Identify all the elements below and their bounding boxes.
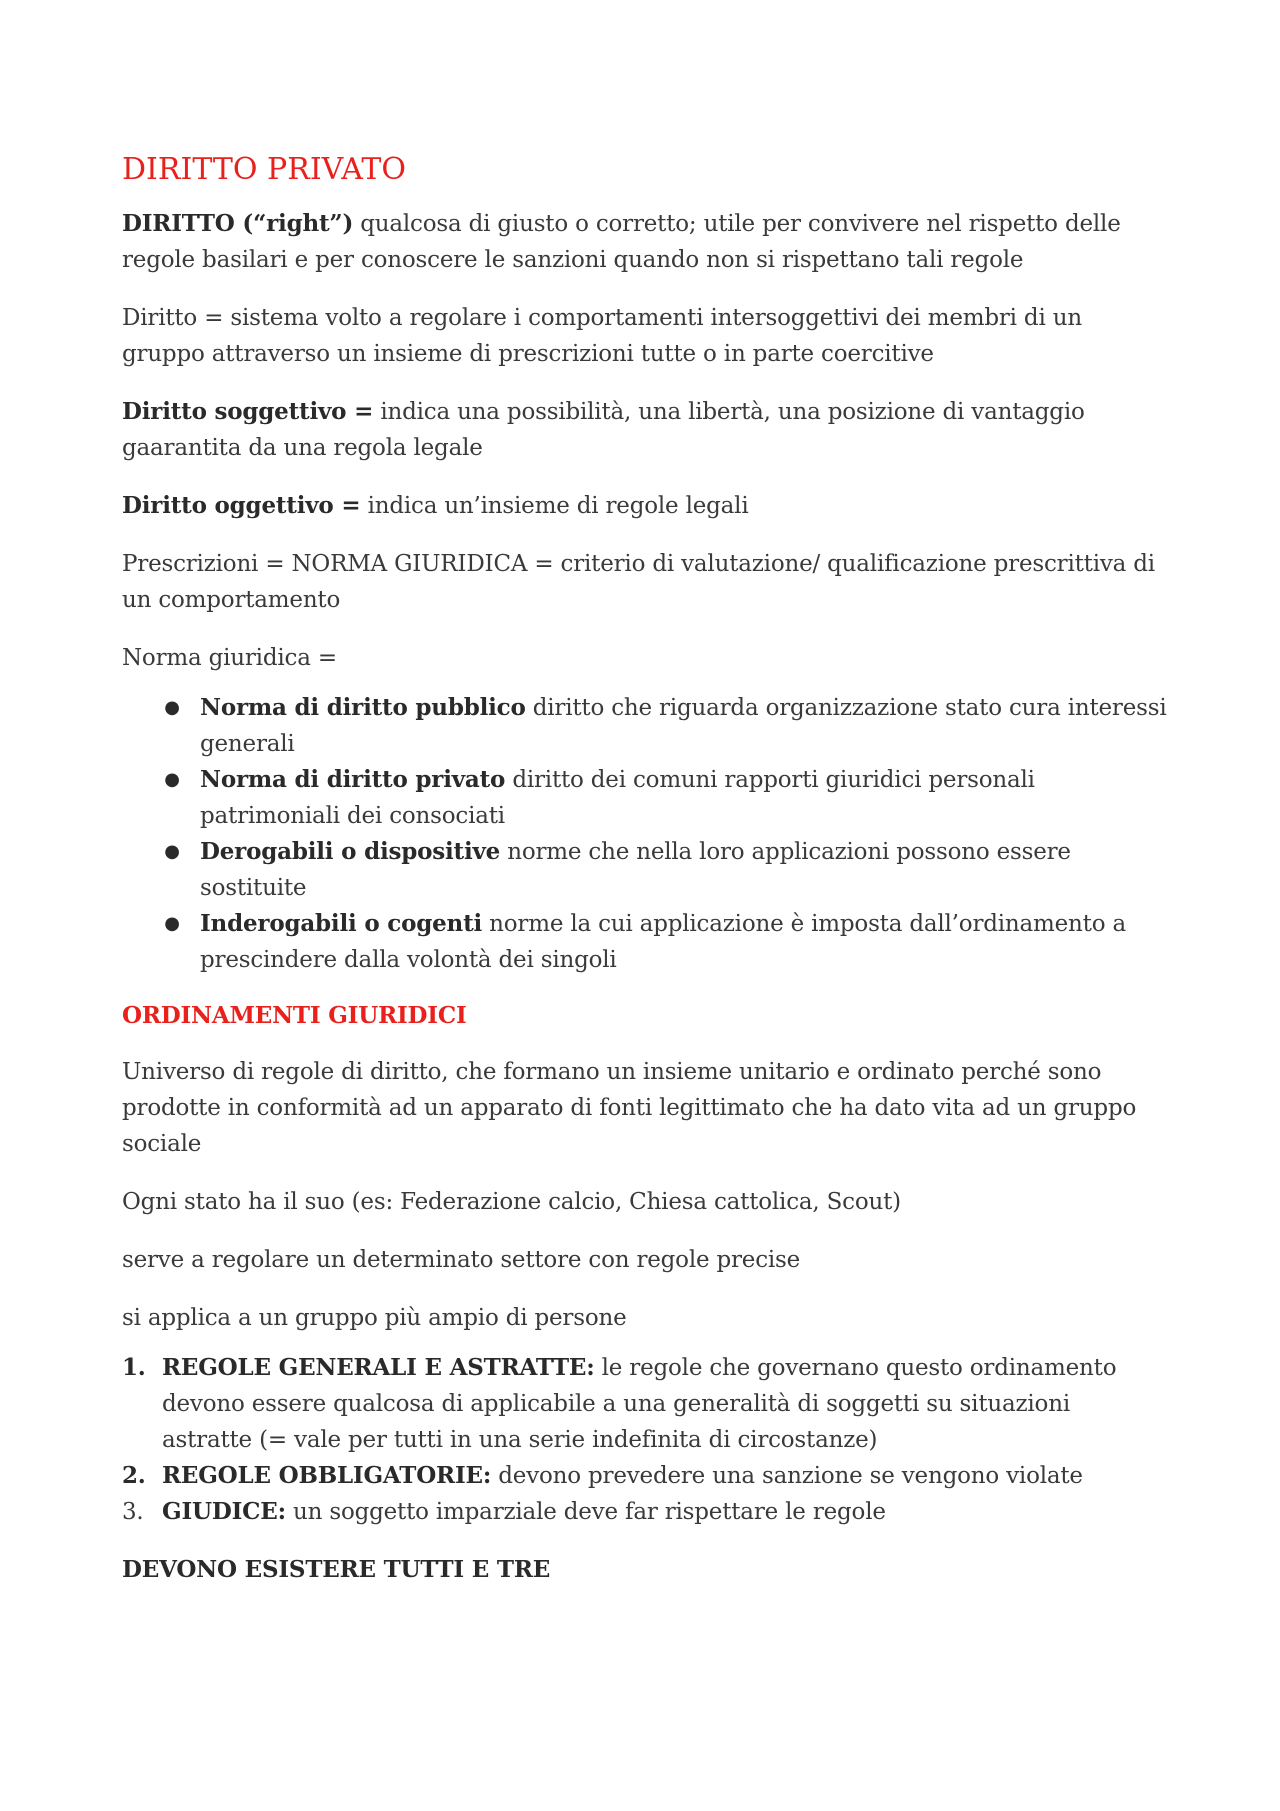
list-item <box>122 906 1167 978</box>
list-item <box>122 1458 1167 1494</box>
section-title: ORDINAMENTI GIURIDICI <box>122 1002 467 1029</box>
list-item-text: diritto che riguarda organizzazione stato cura interessi generali <box>200 695 1167 757</box>
page-title: DIRITTO PRIVATO <box>122 152 406 187</box>
definition-text: indica un’insieme di regole legali <box>360 493 749 519</box>
document-page <box>122 150 1167 1588</box>
list-number: 1. <box>122 1354 146 1381</box>
list-item-term: Norma di diritto privato <box>200 766 506 793</box>
list-item-term: GIUDICE: <box>162 1498 286 1525</box>
list-item-term: REGOLE OBBLIGATORIE: <box>162 1462 492 1489</box>
paragraph-prescrizioni: Prescrizioni = NORMA GIURIDICA = criterio di valutazione/ qualificazione prescrittiva di un comportamento <box>122 551 1155 613</box>
bullet-icon: ● <box>164 769 180 790</box>
list-item-term: Inderogabili o cogenti <box>200 910 483 937</box>
term-diritto: DIRITTO (“right”) <box>122 210 354 237</box>
bullet-icon: ● <box>164 697 180 718</box>
list-item <box>122 1350 1167 1458</box>
paragraph-diritto-system: Diritto = sistema volto a regolare i comportamenti intersoggettivi dei membri di un gruppo attraverso un insieme di prescrizioni tutte o in parte coercitive <box>122 305 1082 367</box>
paragraph-norma-giuridica: Norma giuridica = <box>122 645 337 671</box>
paragraph-si-applica: si applica a un gruppo più ampio di persone <box>122 1305 627 1331</box>
list-item-term: Derogabili o dispositive <box>200 838 501 865</box>
bullet-icon: ● <box>164 913 180 934</box>
list-item-text: le regole che governano questo ordinamento devono essere qualcosa di applicabile a una generalità di soggetti su situazioni astratte (= vale per tutti in una serie indefinita di circostanze) <box>162 1355 1117 1453</box>
list-item-text: norme la cui applicazione è imposta dall’ordinamento a prescindere dalla volontà dei singoli <box>200 911 1126 973</box>
definition-text: qualcosa di giusto o corretto; utile per convivere nel rispetto delle regole basilari e per conoscere le sanzioni quando non si rispettano tali regole <box>122 211 1121 273</box>
term-diritto-soggettivo: Diritto soggettivo = <box>122 398 374 425</box>
paragraph-ogni-stato: Ogni stato ha il suo (es: Federazione calcio, Chiesa cattolica, Scout) <box>122 1189 901 1215</box>
paragraph-diritto-oggettivo <box>122 488 1167 524</box>
requirements-list <box>122 1350 1167 1530</box>
list-item <box>122 762 1167 834</box>
list-number: 2. <box>122 1462 146 1489</box>
paragraph-serve: serve a regolare un determinato settore con regole precise <box>122 1247 801 1273</box>
list-item-text: un soggetto imparziale deve far rispettare le regole <box>285 1499 886 1525</box>
definition-text: indica una possibilità, una libertà, una posizione di vantaggio gaarantita da una regola legale <box>122 399 1085 461</box>
paragraph-diritto-definition <box>122 206 1167 278</box>
list-item-text: norme che nella loro applicazioni possono essere sostituite <box>200 839 1071 901</box>
list-item-text: diritto dei comuni rapporti giuridici personali patrimoniali dei consociati <box>200 767 1035 829</box>
list-item-text: devono prevedere una sanzione se vengono violate <box>491 1463 1083 1489</box>
list-item <box>122 834 1167 906</box>
paragraph-universo: Universo di regole di diritto, che formano un insieme unitario e ordinato perché sono prodotte in conformità ad un apparato di fonti legittimato che ha dato vita ad un gruppo sociale <box>122 1059 1137 1157</box>
list-item-term: Norma di diritto pubblico <box>200 694 526 721</box>
list-item <box>122 1494 1167 1530</box>
paragraph-diritto-soggettivo <box>122 394 1167 466</box>
bullet-icon: ● <box>164 841 180 862</box>
list-item-term: REGOLE GENERALI E ASTRATTE: <box>162 1354 595 1381</box>
norma-types-list <box>122 690 1167 978</box>
list-item <box>122 690 1167 762</box>
closing-statement: DEVONO ESISTERE TUTTI E TRE <box>122 1556 551 1583</box>
list-number: 3. <box>122 1499 144 1525</box>
term-diritto-oggettivo: Diritto oggettivo = <box>122 492 361 519</box>
